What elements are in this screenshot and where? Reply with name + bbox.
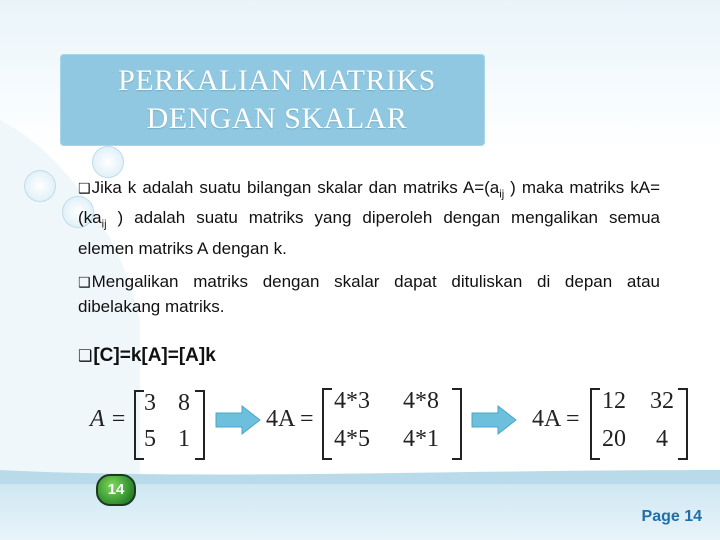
checkbox-bullet-icon: ❑ <box>78 181 91 197</box>
bullet-3-formula: [C]=k[A]=[A]k <box>93 345 216 366</box>
matrix-2-left-bracket <box>322 388 332 460</box>
right-arrow-icon <box>214 404 262 436</box>
matrix-3-cell: 12 <box>602 388 626 414</box>
nav-circle-decoration <box>92 146 124 178</box>
matrix-2-cell: 4*5 <box>334 426 370 452</box>
matrix-2-cell: 4*8 <box>403 388 439 414</box>
matrix-3-right-bracket <box>678 388 688 460</box>
matrix-2-right-bracket <box>452 388 462 460</box>
slide-title <box>72 62 482 138</box>
checkbox-bullet-icon: ❑ <box>78 346 93 365</box>
matrix-1-right-bracket <box>195 390 205 460</box>
matrix-3-lhs: 4A = <box>532 406 580 432</box>
matrix-3-left-bracket <box>590 388 600 460</box>
bullet-paragraph-1 <box>78 176 660 260</box>
matrix-3-cell: 20 <box>602 426 626 452</box>
title-line-2: DENGAN SKALAR <box>146 102 408 135</box>
bullet-paragraph-2 <box>78 270 660 318</box>
title-line-1: PERKALIAN MATRIKS <box>118 64 436 97</box>
nav-circle-decoration <box>24 170 56 202</box>
bullet-1-text-c: ) adalah suatu matriks yang diperoleh dengan mengalikan semua elemen matriks A dengan k. <box>78 208 660 258</box>
matrix-1-cell: 3 <box>144 390 156 416</box>
matrix-2-lhs: 4A = <box>266 406 314 432</box>
bullet-2-text: Mengalikan matriks dengan skalar dapat dituliskan di depan atau dibelakang matriks. <box>78 272 660 316</box>
bullet-1-text-a: Jika k adalah suatu bilangan skalar dan matriks A=(a <box>91 178 500 197</box>
matrix-1-left-bracket <box>134 390 144 460</box>
bullet-paragraph-3 <box>78 344 660 367</box>
matrix-2-cell: 4*1 <box>403 426 439 452</box>
checkbox-bullet-icon: ❑ <box>78 275 91 291</box>
subscript-ij: ij <box>101 218 107 231</box>
matrix-2-cell: 4*3 <box>334 388 370 414</box>
matrix-1-cell: 8 <box>178 390 190 416</box>
page-label: Page 14 <box>641 508 702 525</box>
slide-number-badge: 14 <box>96 474 136 506</box>
matrix-3-cell: 32 <box>650 388 674 414</box>
subscript-ij: ij <box>499 188 505 201</box>
matrix-1-cell: 5 <box>144 426 156 452</box>
matrix-3-cell: 4 <box>656 426 668 452</box>
matrix-1-lhs: A = <box>90 406 127 432</box>
bullet-1-text-b: ) maka matriks kA=(ka <box>78 178 660 228</box>
right-arrow-icon <box>470 404 518 436</box>
matrix-1-cell: 1 <box>178 426 190 452</box>
